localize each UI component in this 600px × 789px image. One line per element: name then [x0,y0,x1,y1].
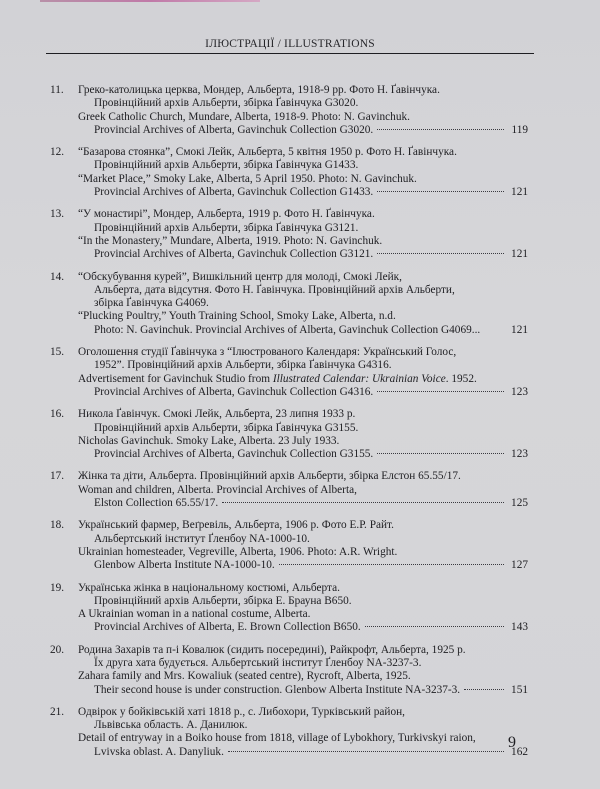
list-item [50,271,528,337]
en-caption-leader-line [78,684,528,697]
en-caption-leader-line [78,448,528,461]
page-number: 9 [508,734,516,751]
uk-caption-line: Жінка та діти, Альберта. Провінційний архів Альберти, збірка Елстон 65.55/17. [78,470,461,483]
list-item [50,146,528,199]
uk-caption-line: Українська жінка в національному костюмі, Альберта. [78,581,340,594]
dot-leader [222,501,504,503]
uk-caption-line: Оголошення студії Ґавінчука з “Ілюстрованого Календаря: Український Голос, [78,346,457,359]
uk-caption-line: Никола Ґавінчук. Смокі Лейк, Альберта, 23 липня 1933 р. [78,408,356,421]
list-item [50,519,528,572]
en-caption-leader-line [78,324,528,337]
entry-number: 11. [50,84,64,96]
uk-caption-line: “У монастирі”, Мондер, Альберта, 1919 р. Фото Н. Ґавінчука. [78,208,375,221]
page-reference: 125 [511,497,528,510]
en-caption-line: Provincial Archives of Alberta, Gavinchuk Collection G4316. [94,385,374,398]
entry-number: 19. [50,581,65,594]
en-caption-line: Detail of entryway in a Boiko house from 1818, village of Lybokhory, Turkivskyi raion, [78,732,476,745]
uk-caption-line: Провінційний архів Альберти, збірка Ґавінчука G3155. [94,421,359,434]
page-reference: 121 [511,248,528,261]
en-caption-leader-line [78,124,528,137]
page-reference: 151 [511,683,528,696]
en-caption-line [78,373,528,386]
list-item [50,84,528,137]
publication-title: Illustrated Calendar: Ukrainian Voice [272,372,446,385]
page-reference: 121 [511,323,528,336]
entry-number: 17. [50,470,65,483]
en-caption-leader-line [78,497,528,510]
en-caption-line: “Market Place,” Smoky Lake, Alberta, 5 April 1950. Photo: N. Gavinchuk. [78,172,417,185]
en-caption-line: Provincial Archives of Alberta, Gavinchuk Collection G3121. [94,248,374,261]
uk-caption-line: “Обскубування курей”, Вишкільний центр для молоді, Смокі Лейк, [78,270,402,283]
en-caption-leader-line [78,186,528,199]
en-caption-line: A Ukrainian woman in a national costume, Alberta. [78,608,311,621]
en-caption-leader-line [78,746,528,759]
en-caption-line: Ukrainian homesteader, Vegreville, Alberta, 1906. Photo: A.R. Wright. [78,545,398,558]
dot-leader [377,252,504,254]
en-caption-line: Greek Catholic Church, Mundare, Alberta, 1918-9. Photo: N. Gavinchuk. [78,110,410,123]
dot-leader [482,329,506,330]
page-reference: 121 [511,186,528,199]
entry-number: 15. [50,346,65,359]
uk-caption-line: Український фармер, Веґревіль, Альберта, 1906 р. Фото Е.Р. Райт. [78,519,394,532]
page-reference: 123 [511,385,528,398]
uk-caption-line: Провінційний архів Альберти, збірка Ґавінчука G3020. [94,97,359,110]
page-reference: 123 [511,448,528,461]
uk-caption-line: Альбертський інститут Ґленбоу NA-1000-10. [94,532,310,545]
dot-leader [464,688,504,690]
entry-number: 20. [50,643,65,656]
en-caption-leader-line [78,621,528,634]
page-reference: 143 [511,621,528,634]
en-caption-leader-line [78,248,528,261]
list-item [50,408,528,461]
uk-caption-line: Львівська область. А. Данилюк. [94,719,248,732]
list-item [50,644,528,697]
uk-caption-line: Провінційний архів Альберти, збірка Ґавінчука G1433. [94,159,359,172]
en-caption-line: Zahara family and Mrs. Kowaliuk (seated centre), Rycroft, Alberta, 1925. [78,670,411,683]
en-caption-line: “In the Monastery,” Mundare, Alberta, 1919. Photo: N. Gavinchuk. [78,234,383,247]
entry-number: 14. [50,270,65,283]
page-edge-strip [40,0,260,2]
en-caption-line: Provincial Archives of Alberta, Gavinchuk Collection G3020. [94,123,374,136]
illustrations-list [50,84,528,768]
entry-number: 12. [50,146,65,159]
dot-leader [365,625,504,627]
entry-number: 13. [50,208,65,221]
entry-number: 21. [50,705,65,718]
en-caption-line: Glenbow Alberta Institute NA-1000-10. [94,559,275,572]
en-caption-line: Provincial Archives of Alberta, Gavinchuk Collection G3155. [94,448,374,461]
list-item [50,208,528,261]
en-caption-text: . 1952. [445,372,477,385]
list-item [50,582,528,635]
running-head: ІЛЮСТРАЦІЇ / ILLUSTRATIONS [205,38,375,50]
list-item [50,706,528,759]
en-caption-line: Nicholas Gavinchuk. Smoky Lake, Alberta. 23 July 1933. [78,434,340,447]
dot-leader [228,750,504,752]
en-caption-leader-line [78,559,528,572]
uk-caption-line: Альберта, дата відсутня. Фото Н. Ґавінчука. Провінційний архів Альберти, [94,283,455,296]
en-caption-line: “Plucking Poultry,” Youth Training School, Smoky Lake, Alberta, n.d. [78,310,396,323]
dot-leader [377,190,504,192]
en-caption-line: Provincial Archives of Alberta, E. Brown Collection B650. [94,621,361,634]
en-caption-line: Photo: N. Gavinchuk. Provincial Archives of Alberta, Gavinchuk Collection G4069... [94,323,481,336]
dot-leader [279,563,504,565]
header-rule [46,53,534,54]
list-item [50,346,528,399]
uk-caption-line: 1952”. Провінційний архів Альберти, збірка Ґавінчука G4316. [94,359,392,372]
page-reference: 119 [511,123,528,136]
en-caption-line: Provincial Archives of Alberta, Gavinchuk Collection G1433. [94,186,374,199]
uk-caption-line: Греко-католицька церква, Мондер, Альберта, 1918-9 рр. Фото Н. Ґавінчука. [78,84,440,96]
uk-caption-line: Провінційний архів Альберти, збірка Ґавінчука G3121. [94,221,359,234]
uk-caption-line: збірка Ґавінчука G4069. [94,297,209,310]
entry-number: 16. [50,408,65,421]
entry-number: 18. [50,519,65,532]
page-reference: 127 [511,559,528,572]
page-reference: 162 [511,745,528,758]
en-caption-line: Woman and children, Alberta. Provincial Archives of Alberta, [78,483,357,496]
dot-leader [377,452,504,454]
uk-caption-line: Одвірок у бойківській хаті 1818 р., с. Либохори, Турківський район, [78,705,405,718]
en-caption-text: Advertisement for Gavinchuk Studio from [78,372,273,385]
uk-caption-line: “Базарова стоянка”, Смокі Лейк, Альберта, 5 квітня 1950 р. Фото Н. Ґавінчука. [78,146,457,159]
dot-leader [377,128,504,130]
uk-caption-line: Провінційний архів Альберти, збірка Е. Брауна B650. [94,594,352,607]
en-caption-line: Elston Collection 65.55/17. [94,497,219,510]
list-item [50,470,528,510]
en-caption-line: Lvivska oblast. A. Danyliuk. [94,745,224,758]
uk-caption-line: Їх друга хата будується. Альбертський інститут Ґленбоу NA-3237-3. [94,656,422,669]
uk-caption-line: Родина Захарів та п-і Ковалюк (сидить посередині), Райкрофт, Альберта, 1925 р. [78,643,466,656]
en-caption-line: Their second house is under construction. Glenbow Alberta Institute NA-3237-3. [94,683,461,696]
en-caption-leader-line [78,386,528,399]
dot-leader [377,390,504,392]
